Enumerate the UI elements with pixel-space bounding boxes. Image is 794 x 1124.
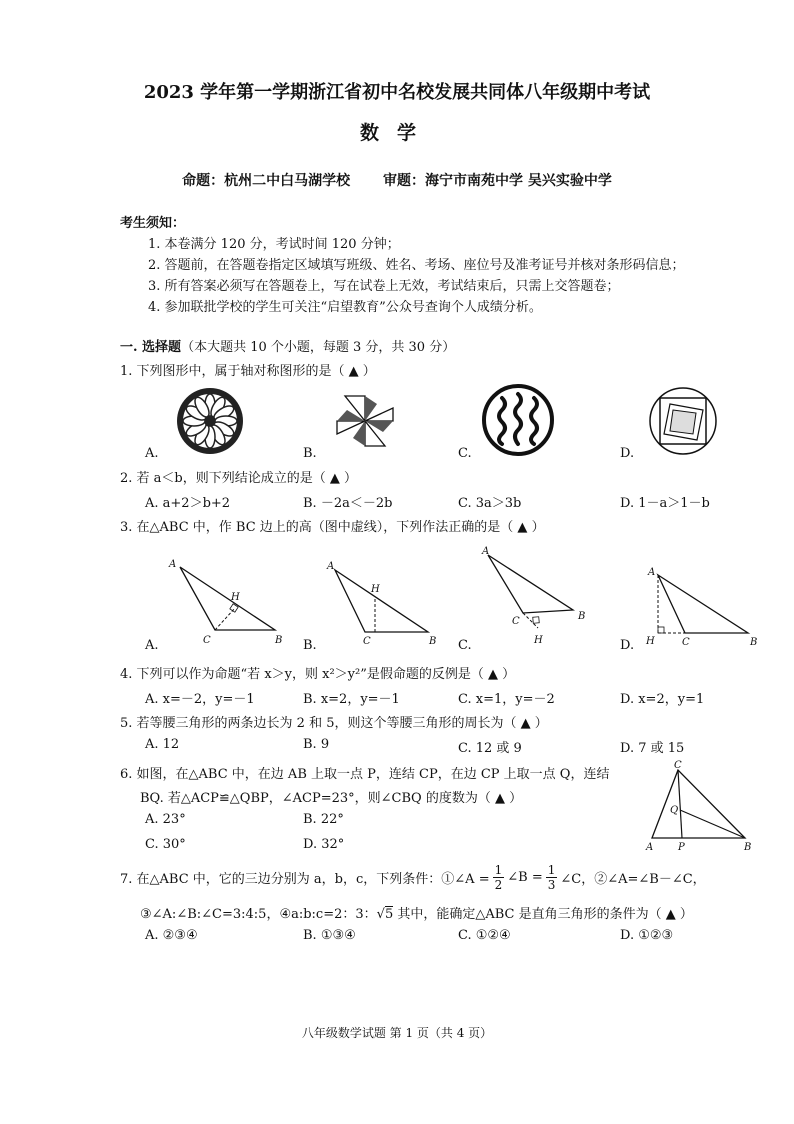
q7-option-b: B. ①③④ bbox=[303, 928, 356, 943]
q5-option-a: A. 12 bbox=[145, 737, 180, 752]
q3-option-a: A. bbox=[145, 638, 159, 653]
q3-figure-b bbox=[323, 555, 453, 650]
q2-option-d: D. 1－a＞1－b bbox=[620, 496, 710, 511]
q5-option-b: B. 9 bbox=[303, 737, 330, 752]
q3a-label-h: H bbox=[231, 592, 240, 603]
q1-option-a: A. bbox=[145, 446, 159, 461]
q7-fraction-1-denominator: 2 bbox=[494, 878, 503, 892]
setter-line bbox=[0, 170, 794, 190]
q7-fraction-2 bbox=[546, 863, 558, 892]
section-heading-bold: 一. 选择题 bbox=[120, 340, 182, 355]
q3a-label-b: B bbox=[275, 635, 283, 646]
q4-option-a: A. x=－2，y=－1 bbox=[145, 692, 255, 707]
q6-label-c: C bbox=[674, 760, 682, 771]
q2-option-c: C. 3a＞3b bbox=[458, 496, 522, 511]
q3c-label-h: H bbox=[534, 635, 543, 646]
q1-figure-d-circle-squares bbox=[643, 386, 723, 456]
q6-option-c: C. 30° bbox=[145, 837, 186, 852]
q3-option-c: C. bbox=[458, 638, 472, 653]
q6-figure bbox=[640, 760, 760, 852]
q3c-label-a: A bbox=[482, 546, 490, 557]
q7-stem-line2 bbox=[140, 903, 693, 922]
q6-stem-line1: 6. 如图，在△ABC 中，在边 AB 上取一点 P，连结 CP，在边 CP 上取一点 Q，连结 bbox=[120, 767, 610, 782]
q5-option-d: D. 7 或 15 bbox=[620, 741, 685, 756]
q2-option-a: A. a+2＞b+2 bbox=[145, 496, 231, 511]
q3-figure-c bbox=[478, 545, 608, 650]
q4-stem: 4. 下列可以作为命题“若 x＞y，则 x²＞y²”是假命题的反例是（ ▲ ） bbox=[120, 667, 516, 682]
notice-item: 1. 本卷满分 120 分，考试时间 120 分钟； bbox=[148, 237, 400, 252]
q6-option-b: B. 22° bbox=[303, 812, 344, 827]
q3d-label-a: A bbox=[648, 567, 656, 578]
setter-school: 命题：杭州二中白马湖学校 bbox=[182, 173, 351, 189]
q7-line2-post: 其中，能确定△ABC 是直角三角形的条件为（ ▲ ） bbox=[393, 907, 693, 922]
q3a-label-a: A bbox=[169, 559, 177, 570]
q5-stem: 5. 若等腰三角形的两条边长为 2 和 5，则这个等腰三角形的周长为（ ▲ ） bbox=[120, 716, 548, 731]
exam-title: 2023 学年第一学期浙江省初中名校发展共同体八年级期中考试 bbox=[143, 82, 651, 103]
q4-option-b: B. x=2，y=－1 bbox=[303, 692, 400, 707]
section-heading-rest: （本大题共 10 个小题，每题 3 分，共 30 分） bbox=[181, 340, 456, 355]
q2-option-b: B. －2a＜－2b bbox=[303, 496, 393, 511]
q7-line1-pre: 7. 在△ABC 中，它的三边分别为 a，b，c，下列条件：①∠A = bbox=[120, 872, 490, 887]
q3c-label-c: C bbox=[512, 616, 520, 627]
q7-stem-line1 bbox=[120, 863, 706, 892]
q7-fraction-1-numerator: 1 bbox=[494, 863, 503, 877]
q1-figure-a-rosette bbox=[170, 386, 250, 456]
q6-label-a: A bbox=[646, 842, 654, 853]
q7-line1-post: ∠C，②∠A=∠B－∠C， bbox=[560, 872, 706, 887]
q3d-label-b: B bbox=[750, 637, 758, 648]
q7-fraction-2-denominator: 3 bbox=[547, 878, 556, 892]
q7-option-d: D. ①②③ bbox=[620, 928, 674, 943]
q1-figure-c-seal bbox=[480, 384, 556, 456]
reviewer-schools: 审题：海宁市南苑中学 吴兴实验中学 bbox=[383, 173, 612, 189]
q4-option-c: C. x=1，y=－2 bbox=[458, 692, 555, 707]
q3-option-d: D. bbox=[620, 638, 635, 653]
q7-line2-pre: ③∠A:∠B:∠C=3:4:5，④a:b:c=2：3： bbox=[140, 907, 377, 922]
q3-option-b: B. bbox=[303, 638, 317, 653]
q3-stem: 3. 在△ABC 中，作 BC 边上的高（图中虚线），下列作法正确的是（ ▲ ） bbox=[120, 520, 545, 535]
q3b-label-a: A bbox=[327, 561, 335, 572]
q1-stem: 1. 下列图形中，属于轴对称图形的是（ ▲ ） bbox=[120, 364, 376, 379]
page-footer: 八年级数学试题 第 1 页（共 4 页） bbox=[301, 1026, 493, 1040]
q6-label-b: B bbox=[744, 842, 752, 853]
q3-figure-a bbox=[165, 555, 295, 650]
q7-sqrt-value: 5 bbox=[384, 907, 394, 922]
q4-option-d: D. x=2，y=1 bbox=[620, 692, 705, 707]
q1-figure-b-pinwheel bbox=[325, 390, 405, 452]
q6-stem-line2: BQ. 若△ACP≌△QBP，∠ACP=23°，则∠CBQ 的度数为（ ▲ ） bbox=[140, 791, 523, 806]
notice-item: 4. 参加联批学校的学生可关注“启望教育”公众号查询个人成绩分析。 bbox=[148, 300, 542, 315]
q3b-label-c: C bbox=[363, 636, 371, 647]
q7-line1-mid: ∠B = bbox=[507, 870, 543, 885]
q3b-label-h: H bbox=[371, 584, 380, 595]
q7-option-c: C. ①②④ bbox=[458, 928, 511, 943]
q3c-label-b: B bbox=[578, 611, 586, 622]
q3d-label-h: H bbox=[646, 636, 655, 647]
notice-item: 2. 答题前，在答题卷指定区域填写班级、姓名、考场、座位号及准考证号并核对条形码信息； bbox=[148, 258, 685, 273]
section-heading bbox=[120, 336, 455, 355]
q7-option-a: A. ②③④ bbox=[145, 928, 198, 943]
q2-stem: 2. 若 a＜b，则下列结论成立的是（ ▲ ） bbox=[120, 471, 358, 486]
q6-label-q: Q bbox=[670, 805, 679, 816]
q7-fraction-1 bbox=[493, 863, 505, 892]
q3d-label-c: C bbox=[682, 637, 690, 648]
q7-fraction-2-numerator: 1 bbox=[547, 863, 556, 877]
q1-option-d: D. bbox=[620, 446, 635, 461]
q6-option-d: D. 32° bbox=[303, 837, 345, 852]
subject-title: 数学 bbox=[359, 122, 434, 144]
q3-figure-d bbox=[640, 565, 770, 650]
q1-option-b: B. bbox=[303, 446, 317, 461]
notice-item: 3. 所有答案必须写在答题卷上，写在试卷上无效，考试结束后，只需上交答题卷； bbox=[148, 279, 620, 294]
q6-label-p: P bbox=[678, 842, 685, 853]
q6-option-a: A. 23° bbox=[145, 812, 186, 827]
q1-option-c: C. bbox=[458, 446, 472, 461]
q5-option-c: C. 12 或 9 bbox=[458, 741, 522, 756]
q3a-label-c: C bbox=[203, 635, 211, 646]
notice-title: 考生须知： bbox=[120, 216, 186, 231]
q7-sqrt-sign: √ bbox=[376, 907, 385, 922]
q3b-label-b: B bbox=[429, 636, 437, 647]
